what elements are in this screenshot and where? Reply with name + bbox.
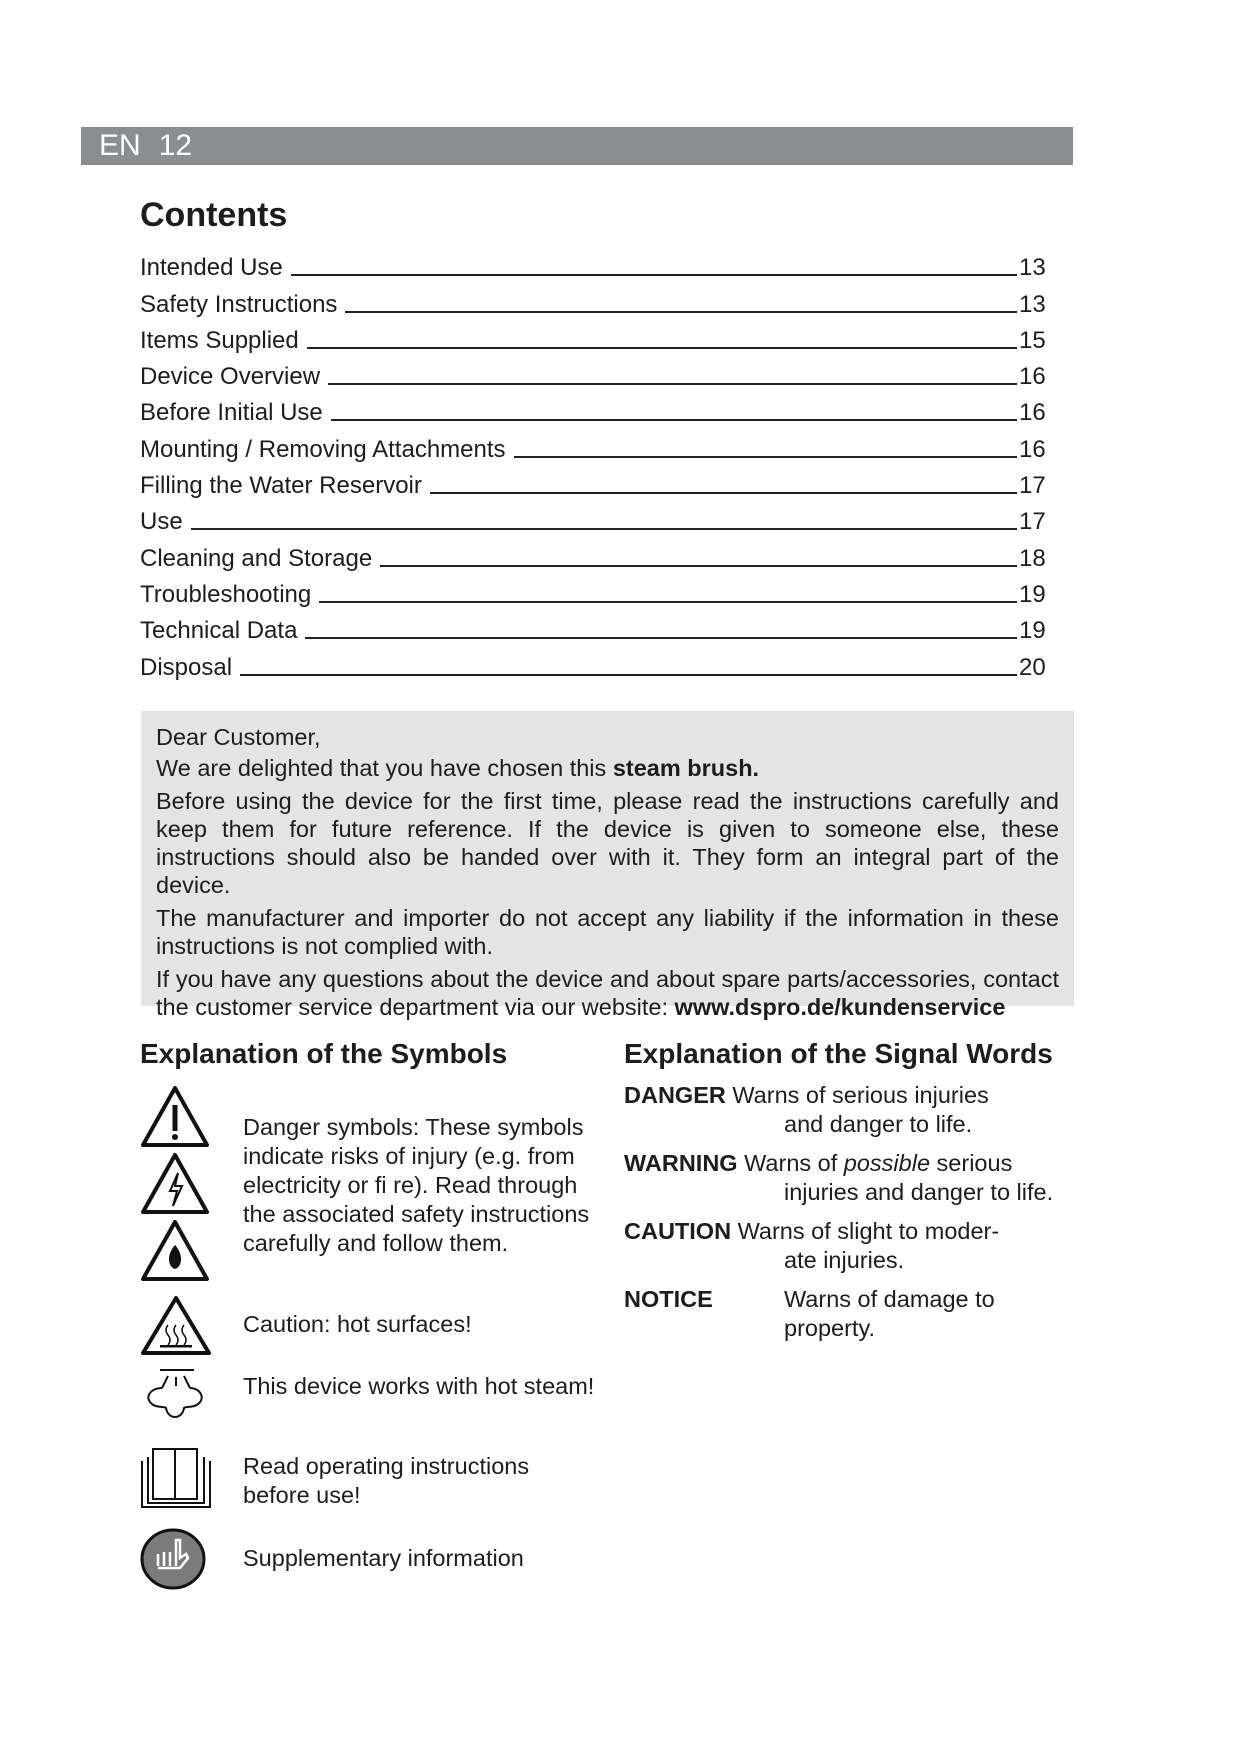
- toc-entry[interactable]: [140, 536, 1053, 572]
- toc-entry-page: 19: [1019, 580, 1046, 608]
- toc-entry-label: Device Overview: [140, 363, 321, 391]
- toc-entry-page: 16: [1019, 399, 1046, 427]
- toc-leader-line: [328, 383, 1017, 385]
- page-header: [81, 127, 1073, 165]
- toc-entry[interactable]: [140, 573, 1053, 609]
- toc-entry[interactable]: [140, 355, 1053, 391]
- signal-warning: [624, 1149, 1074, 1207]
- signal-desc: serious: [930, 1150, 1013, 1176]
- toc-entry[interactable]: [140, 391, 1053, 427]
- intro-p1: [156, 754, 1059, 782]
- toc-entry-label: Technical Data: [140, 617, 298, 645]
- signal-word: NOTICE: [624, 1286, 713, 1312]
- signal-danger: [624, 1081, 1074, 1139]
- toc-entry-label: Items Supplied: [140, 326, 299, 354]
- greeting: Dear Customer,: [156, 724, 321, 750]
- signal-word: DANGER: [624, 1082, 726, 1108]
- page-number: 12: [158, 129, 193, 162]
- toc-entry-page: 20: [1019, 653, 1046, 681]
- toc-leader-line: [291, 274, 1017, 276]
- toc-leader-line: [430, 492, 1017, 494]
- signal-desc-cont: injuries and danger to life.: [784, 1179, 1054, 1205]
- intro-p2: Before using the device for the first time, please read the instructions carefully and keep them for future reference. If the device is given to someone else, these instructions should also be handed over with it. They form an integral part of the device.: [156, 788, 1059, 898]
- symbols-title: Explanation of the Symbols: [140, 1038, 508, 1069]
- table-of-contents: [140, 246, 1053, 682]
- intro-p4-text: If you have any questions about the device and about spare parts/accessories, contact the customer service department via our website:: [156, 966, 1059, 1020]
- toc-entry[interactable]: [140, 609, 1053, 645]
- toc-entry-label: Before Initial Use: [140, 399, 323, 427]
- toc-entry[interactable]: [140, 246, 1053, 282]
- intro-p4: [156, 965, 1059, 1021]
- signal-word: WARNING: [624, 1150, 738, 1176]
- signal-desc: Warns of damage to: [784, 1286, 995, 1312]
- toc-entry[interactable]: [140, 464, 1053, 500]
- toc-entry-page: 18: [1019, 544, 1046, 572]
- toc-entry[interactable]: [140, 319, 1053, 355]
- signal-caution: [624, 1217, 1074, 1275]
- signal-desc: Warns of slight to moder-: [737, 1218, 1000, 1244]
- toc-leader-line: [305, 637, 1017, 639]
- signal-words-list: [624, 1081, 1074, 1353]
- toc-entry-label: Disposal: [140, 653, 233, 681]
- symbol-hot-surface-text: Caution: hot surfaces!: [243, 1311, 472, 1337]
- read-manual-icon: [140, 1447, 212, 1509]
- signal-word: CAUTION: [624, 1218, 732, 1244]
- symbol-read-manual-text: Read operating instructions before use!: [243, 1453, 530, 1508]
- toc-entry-label: Mounting / Removing Attachments: [140, 435, 506, 463]
- intro-p3: The manufacturer and importer do not accept any liability if the information in these instructions is not complied with.: [156, 905, 1059, 959]
- toc-entry-label: Cleaning and Storage: [140, 544, 373, 572]
- toc-leader-line: [514, 456, 1017, 458]
- toc-entry-label: Troubleshooting: [140, 580, 312, 608]
- signal-desc: Warns of: [744, 1150, 844, 1176]
- toc-entry[interactable]: [140, 500, 1053, 536]
- signal-words-title: Explanation of the Signal Words: [624, 1038, 1053, 1069]
- toc-entry-page: 13: [1019, 254, 1046, 282]
- language-code: EN: [99, 129, 141, 162]
- hand-info-icon: [140, 1528, 206, 1590]
- toc-leader-line: [380, 565, 1017, 567]
- signal-desc-emphasis: possible: [843, 1150, 931, 1176]
- toc-entry-page: 13: [1019, 290, 1046, 318]
- hot-surface-icon: [140, 1295, 212, 1357]
- toc-entry[interactable]: [140, 282, 1053, 318]
- signal-desc-cont: property.: [784, 1315, 875, 1341]
- toc-leader-line: [319, 601, 1017, 603]
- toc-leader-line: [307, 347, 1017, 349]
- signal-notice: [624, 1285, 1074, 1343]
- intro-box: [141, 711, 1074, 1020]
- toc-leader-line: [331, 419, 1017, 421]
- toc-entry-page: 19: [1019, 617, 1046, 645]
- hot-steam-icon: [140, 1368, 210, 1430]
- symbol-danger-text: Danger symbols: These symbols indicate risks of injury (e.g. from electricity or fi re). Read through the associated safety instructions carefully and follow them.: [243, 1114, 590, 1256]
- symbol-hot-steam-text: This device works with hot steam!: [243, 1373, 595, 1399]
- toc-entry-label: Use: [140, 508, 183, 536]
- toc-entry[interactable]: [140, 645, 1053, 681]
- product-name: steam brush.: [612, 755, 760, 781]
- toc-entry-label: Safety Instructions: [140, 290, 338, 318]
- signal-desc: Warns of serious injuries: [732, 1082, 989, 1108]
- toc-entry-page: 17: [1019, 508, 1046, 536]
- contents-title: Contents: [140, 196, 288, 234]
- danger-triangle-icons: [140, 1085, 210, 1285]
- toc-leader-line: [191, 528, 1017, 530]
- website-link[interactable]: www.dspro.de/kundenservice: [674, 994, 1006, 1020]
- symbol-info-text: Supplementary information: [243, 1545, 524, 1571]
- signal-desc-cont: ate injuries.: [784, 1247, 905, 1273]
- toc-entry-label: Filling the Water Reservoir: [140, 472, 422, 500]
- toc-entry-page: 15: [1019, 326, 1046, 354]
- toc-entry-page: 16: [1019, 435, 1046, 463]
- toc-leader-line: [240, 674, 1017, 676]
- signal-desc-cont: and danger to life.: [784, 1111, 973, 1137]
- toc-entry-label: Intended Use: [140, 254, 283, 282]
- toc-entry[interactable]: [140, 427, 1053, 463]
- intro-p1-text: We are delighted that you have chosen this: [156, 755, 613, 781]
- toc-entry-page: 17: [1019, 472, 1046, 500]
- toc-entry-page: 16: [1019, 363, 1046, 391]
- toc-leader-line: [345, 311, 1017, 313]
